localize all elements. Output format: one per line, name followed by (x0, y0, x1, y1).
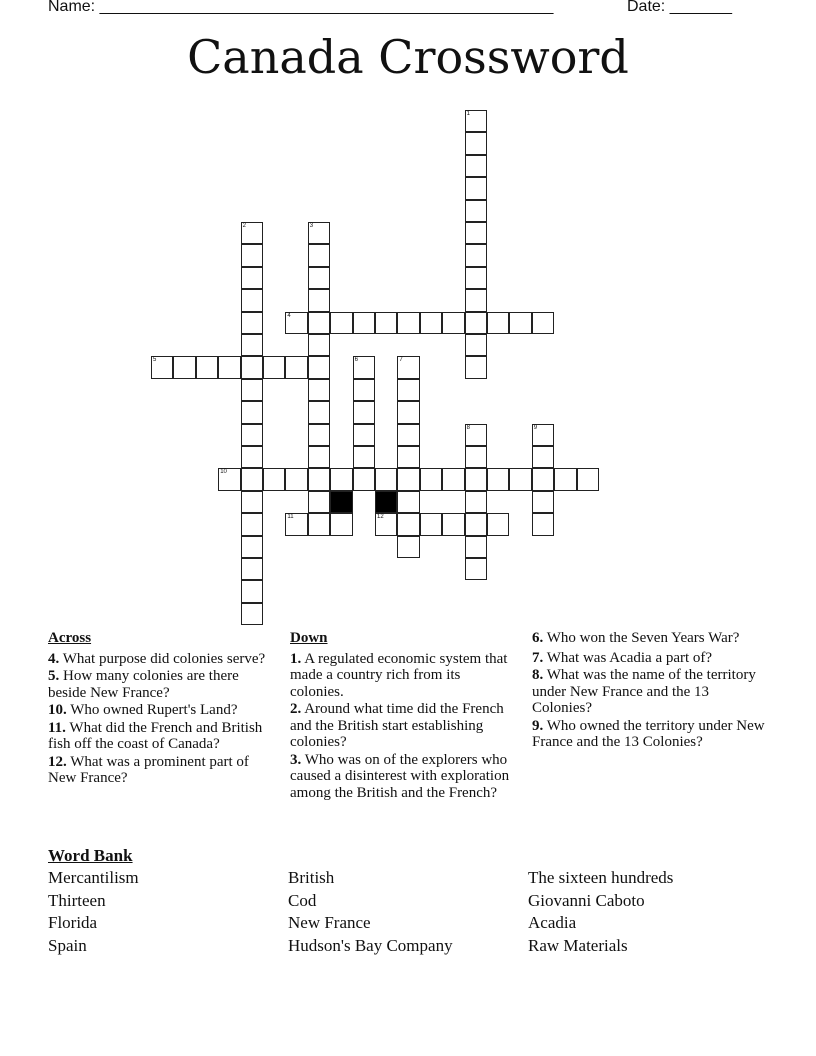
crossword-cell[interactable] (173, 356, 195, 378)
clue-across-11: 11. What did the French and British fish off the coast of Canada? (48, 719, 263, 752)
crossword-cell[interactable] (308, 446, 330, 468)
crossword-cell[interactable] (241, 424, 263, 446)
clues-column-2 (290, 630, 512, 802)
crossword-cell[interactable] (465, 222, 487, 244)
crossword-cell[interactable] (375, 468, 397, 490)
clue-across-10: 10. Who owned Rupert's Land? (48, 702, 238, 718)
clues-column-1 (48, 630, 273, 788)
crossword-cell[interactable] (353, 356, 375, 378)
crossword-cell[interactable] (241, 491, 263, 513)
clue-number: 8 (466, 424, 470, 431)
crossword-cell[interactable] (241, 513, 263, 535)
crossword-cell[interactable] (308, 312, 330, 334)
word-bank-item: New France (288, 913, 371, 932)
crossword-cell[interactable] (465, 334, 487, 356)
crossword-cell[interactable] (285, 356, 307, 378)
crossword-cell[interactable] (420, 312, 442, 334)
crossword-cell[interactable] (330, 513, 352, 535)
crossword-cell[interactable] (465, 155, 487, 177)
crossword-cell[interactable] (397, 491, 419, 513)
crossword-cell[interactable] (532, 312, 554, 334)
crossword-cell[interactable] (308, 424, 330, 446)
crossword-cell[interactable] (554, 468, 576, 490)
word-bank-item: Cod (288, 891, 317, 910)
clue-number: 3 (309, 223, 314, 229)
blocked-cell (375, 491, 397, 513)
clue-down-6: 6. Who won the Seven Years War? (532, 630, 740, 646)
crossword-cell[interactable] (241, 580, 263, 602)
clue-number: 1 (466, 111, 470, 117)
clue-down-7: 7. What was Acadia a part of? (532, 649, 713, 666)
crossword-cell[interactable] (532, 491, 554, 513)
blocked-cell (330, 491, 352, 513)
crossword-cell[interactable] (308, 289, 330, 311)
crossword-cell[interactable] (397, 424, 419, 446)
crossword-cell[interactable] (397, 468, 419, 490)
crossword-cell[interactable] (397, 446, 419, 468)
crossword-cell[interactable] (196, 356, 218, 378)
crossword-cell[interactable] (218, 356, 240, 378)
clue-across-4: 4. What purpose did colonies serve? (48, 650, 266, 667)
crossword-cell[interactable] (465, 424, 487, 446)
clue-down-3: 3. Who was on of the explorers who caused a disinterest with exploration among the British and the French? (290, 751, 510, 801)
date-field-label: Date: _______ (627, 0, 732, 15)
crossword-cell[interactable] (308, 222, 330, 244)
clue-number: 11 (287, 514, 294, 521)
crossword-cell[interactable] (442, 513, 464, 535)
crossword-cell[interactable] (263, 468, 285, 490)
crossword-cell[interactable] (465, 513, 487, 535)
crossword-cell[interactable] (241, 558, 263, 580)
crossword-cell[interactable] (397, 401, 419, 423)
word-bank-item: The sixteen hundreds (528, 868, 674, 887)
crossword-cell[interactable] (353, 468, 375, 490)
crossword-cell[interactable] (487, 513, 509, 535)
crossword-cell[interactable] (375, 513, 397, 535)
crossword-cell[interactable] (353, 424, 375, 446)
clue-across-5: 5. How many colonies are there beside New France? (48, 668, 239, 701)
crossword-cell[interactable] (308, 491, 330, 513)
crossword-cell[interactable] (397, 536, 419, 558)
crossword-cell[interactable] (465, 536, 487, 558)
crossword-cell[interactable] (465, 491, 487, 513)
crossword-cell[interactable] (465, 267, 487, 289)
crossword-cell[interactable] (263, 356, 285, 378)
crossword-cell[interactable] (465, 312, 487, 334)
crossword-cell[interactable] (465, 244, 487, 266)
word-bank-item: Giovanni Caboto (528, 891, 645, 910)
word-bank-item: Spain (48, 936, 87, 955)
clue-number: 5 (153, 357, 157, 364)
word-bank-item: British (288, 868, 335, 887)
crossword-cell[interactable] (308, 244, 330, 266)
crossword-cell[interactable] (308, 356, 330, 378)
crossword-cell[interactable] (420, 468, 442, 490)
crossword-cell[interactable] (442, 468, 464, 490)
crossword-cell[interactable] (442, 312, 464, 334)
clue-number: 2 (242, 223, 246, 229)
crossword-cell[interactable] (375, 312, 397, 334)
clue-number: 9 (533, 424, 538, 431)
crossword-cell[interactable] (241, 334, 263, 356)
word-bank-item: Acadia (528, 913, 577, 932)
crossword-cell[interactable] (465, 132, 487, 154)
crossword-cell[interactable] (241, 289, 263, 311)
crossword-cell[interactable] (420, 513, 442, 535)
crossword-cell[interactable] (465, 177, 487, 199)
crossword-cell[interactable] (397, 312, 419, 334)
clue-number: 6 (354, 357, 358, 364)
clue-number: 7 (399, 357, 403, 364)
word-bank-item: Hudson's Bay Company (288, 936, 453, 955)
crossword-cell[interactable] (241, 379, 263, 401)
crossword-cell[interactable] (241, 603, 263, 625)
crossword-cell[interactable] (465, 200, 487, 222)
crossword-cell[interactable] (241, 244, 263, 266)
crossword-cell[interactable] (532, 446, 554, 468)
crossword-cell[interactable] (241, 312, 263, 334)
crossword-cell[interactable] (353, 379, 375, 401)
clue-across-12: 12. What was a prominent part of New France? (48, 753, 249, 786)
crossword-cell[interactable] (218, 468, 240, 490)
clue-number: 10 (220, 469, 227, 476)
across-heading: Across (48, 630, 92, 646)
crossword-cell[interactable] (353, 401, 375, 423)
crossword-cell[interactable] (465, 558, 487, 580)
crossword-cell[interactable] (241, 267, 263, 289)
word-bank-item: Mercantilism (48, 868, 139, 887)
crossword-cell[interactable] (465, 446, 487, 468)
page-title: Canada Crossword (187, 30, 629, 84)
crossword-cell[interactable] (509, 312, 531, 334)
crossword-cell[interactable] (532, 513, 554, 535)
crossword-cell[interactable] (509, 468, 531, 490)
clues-column-3 (532, 630, 772, 752)
crossword-cell[interactable] (330, 312, 352, 334)
crossword-cell[interactable] (241, 356, 263, 378)
crossword-cell[interactable] (241, 222, 263, 244)
word-bank-heading: Word Bank (48, 846, 133, 865)
crossword-cell[interactable] (241, 446, 263, 468)
crossword-cell[interactable] (532, 424, 554, 446)
name-field-label: Name: ___________________________________________________ (48, 0, 554, 15)
crossword-cell[interactable] (577, 468, 599, 490)
crossword-cell[interactable] (308, 401, 330, 423)
crossword-cell[interactable] (308, 379, 330, 401)
crossword-cell[interactable] (465, 356, 487, 378)
crossword-cell[interactable] (241, 536, 263, 558)
clue-number: 4 (287, 312, 291, 319)
crossword-cell[interactable] (465, 289, 487, 311)
crossword-cell[interactable] (532, 468, 554, 490)
clue-down-8: 8. What was the name of the territory under New France and the 13 Colonies? (532, 667, 756, 716)
crossword-cell[interactable] (465, 110, 487, 132)
crossword-cell[interactable] (308, 513, 330, 535)
crossword-cell[interactable] (285, 468, 307, 490)
crossword-cell[interactable] (308, 334, 330, 356)
crossword-cell[interactable] (487, 468, 509, 490)
crossword-cell[interactable] (397, 356, 419, 378)
word-bank-item: Raw Materials (528, 936, 628, 955)
crossword-cell[interactable] (397, 513, 419, 535)
crossword-cell[interactable] (241, 401, 263, 423)
crossword-cell[interactable] (241, 468, 263, 490)
clue-down-2: 2. Around what time did the French and the British start establishing colonies? (290, 701, 504, 750)
crossword-cell[interactable] (151, 356, 173, 378)
crossword-cell[interactable] (487, 312, 509, 334)
crossword-cell[interactable] (353, 312, 375, 334)
crossword-cell[interactable] (465, 468, 487, 490)
crossword-cell[interactable] (285, 513, 307, 535)
down-heading: Down (290, 630, 328, 646)
crossword-cell[interactable] (285, 312, 307, 334)
word-bank-item: Florida (48, 913, 98, 932)
crossword-cell[interactable] (397, 379, 419, 401)
crossword-cell[interactable] (353, 446, 375, 468)
word-bank-item: Thirteen (48, 891, 106, 910)
crossword-cell[interactable] (308, 468, 330, 490)
crossword-cell[interactable] (330, 468, 352, 490)
clue-number: 12 (377, 514, 384, 521)
crossword-cell[interactable] (308, 267, 330, 289)
clue-down-9: 9. Who owned the territory under New France and the 13 Colonies? (532, 717, 765, 750)
clue-down-1: 1. A regulated economic system that made a country rich from its colonies. (290, 650, 508, 700)
